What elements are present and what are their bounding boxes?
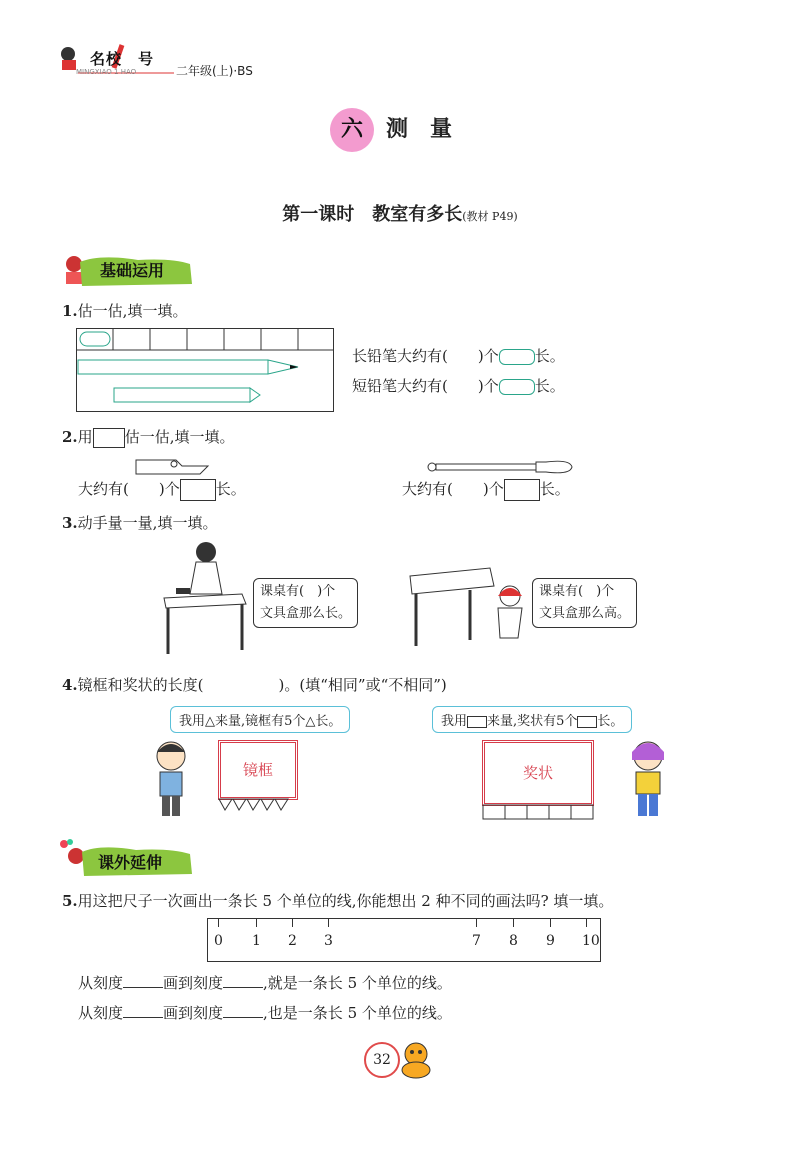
q3-bubble-left: 课桌有( )个 文具盒那么长。 — [253, 578, 358, 628]
page-number: 32 — [364, 1042, 400, 1078]
answer-box[interactable] — [180, 479, 216, 501]
short-pencil — [114, 388, 260, 402]
q5-prompt: 5.用这把尺子一次画出一条长 5 个单位的线,你能想出 2 种不同的画法吗? 填一填。 — [62, 892, 614, 910]
q4-bubble-right: 我用 来量,奖状有5个 长。 — [432, 706, 632, 733]
q2-left-answer: 大约有( )个 长。 — [78, 478, 246, 501]
ruler-tick — [586, 919, 587, 927]
long-pencil — [78, 360, 298, 374]
mirror-frame — [218, 740, 298, 800]
q4-bubble-left: 我用△来量,镜框有5个△长。 — [170, 706, 350, 733]
tiger-mascot-icon — [398, 1040, 434, 1080]
q2-prompt: 2.用 估一估,填一填。 — [62, 428, 235, 446]
rectangle-units — [482, 804, 594, 820]
q1-line1: 长铅笔大约有( )个 长。 — [352, 347, 565, 365]
q1-prompt: 1.估一估,填一填。 — [62, 302, 188, 320]
ruler-tick — [256, 919, 257, 927]
q5-line2: 从刻度 画到刻度 ,也是一条长 5 个单位的线。 — [78, 1004, 452, 1022]
ruler-tick-label: 7 — [472, 933, 481, 949]
ruler-tick — [476, 919, 477, 927]
q4-prompt: 4.镜框和奖状的长度( )。(填“相同”或“不相同”) — [62, 676, 447, 694]
brand-name: 名校 号 — [90, 50, 155, 68]
award-label: 奖状 — [522, 764, 553, 782]
girl-cartoon — [626, 738, 670, 820]
ruler-tick — [550, 919, 551, 927]
unit-box-icon — [577, 716, 597, 728]
frame-label: 镜框 — [242, 761, 273, 779]
grade-label: 二年级(上)·BS — [176, 64, 253, 78]
q3-bubble-right: 课桌有( )个 文具盒那么高。 — [532, 578, 637, 628]
answer-blank[interactable] — [223, 987, 263, 988]
brand-pinyin: MINGXIAO 1 HAO — [76, 68, 137, 76]
unit-capsule-icon — [499, 349, 535, 365]
desk-boy-illustration — [160, 538, 252, 656]
unit-box-icon — [467, 716, 487, 728]
ruler-tick — [218, 919, 219, 927]
ruler-tick-label: 0 — [214, 933, 223, 949]
q1-line2: 短铅笔大约有( )个 长。 — [352, 377, 565, 395]
ruler-gap — [328, 919, 476, 961]
answer-blank[interactable] — [123, 987, 163, 988]
ruler-tick — [292, 919, 293, 927]
q3-prompt: 3.动手量一量,填一填。 — [62, 514, 218, 532]
answer-blank[interactable] — [223, 1017, 263, 1018]
triangle-units — [218, 798, 300, 812]
lesson-title: 第一课时 教室有多长(教材 P49) — [282, 204, 518, 225]
boy-cartoon — [146, 738, 196, 820]
ruler-tick — [513, 919, 514, 927]
answer-blank[interactable] — [123, 1017, 163, 1018]
q2-right-answer: 大约有( )个 长。 — [402, 478, 570, 501]
desk-girl-illustration — [406, 566, 526, 658]
unit-box-icon — [93, 428, 125, 448]
ruler-tick-label: 10 — [582, 933, 600, 949]
unit-title: 测量 — [386, 117, 475, 142]
ruler-tick-label: 9 — [546, 933, 555, 949]
answer-box[interactable] — [504, 479, 540, 501]
award-certificate — [482, 740, 594, 806]
q5-line1: 从刻度 画到刻度 ,就是一条长 5 个单位的线。 — [78, 974, 452, 992]
unit-capsule-icon — [499, 379, 535, 395]
pencil-grid — [76, 328, 334, 412]
ruler-tick-label: 3 — [324, 933, 333, 949]
ruler-tick-label: 2 — [288, 933, 297, 949]
unit-number: 六 — [330, 108, 374, 152]
ruler-tick-label: 1 — [252, 933, 261, 949]
brush-icon — [424, 455, 576, 475]
broken-ruler — [207, 918, 601, 962]
ruler-tick-label: 8 — [509, 933, 518, 949]
ruler-tick — [328, 919, 329, 927]
pencil-sharpener-icon — [134, 456, 212, 476]
